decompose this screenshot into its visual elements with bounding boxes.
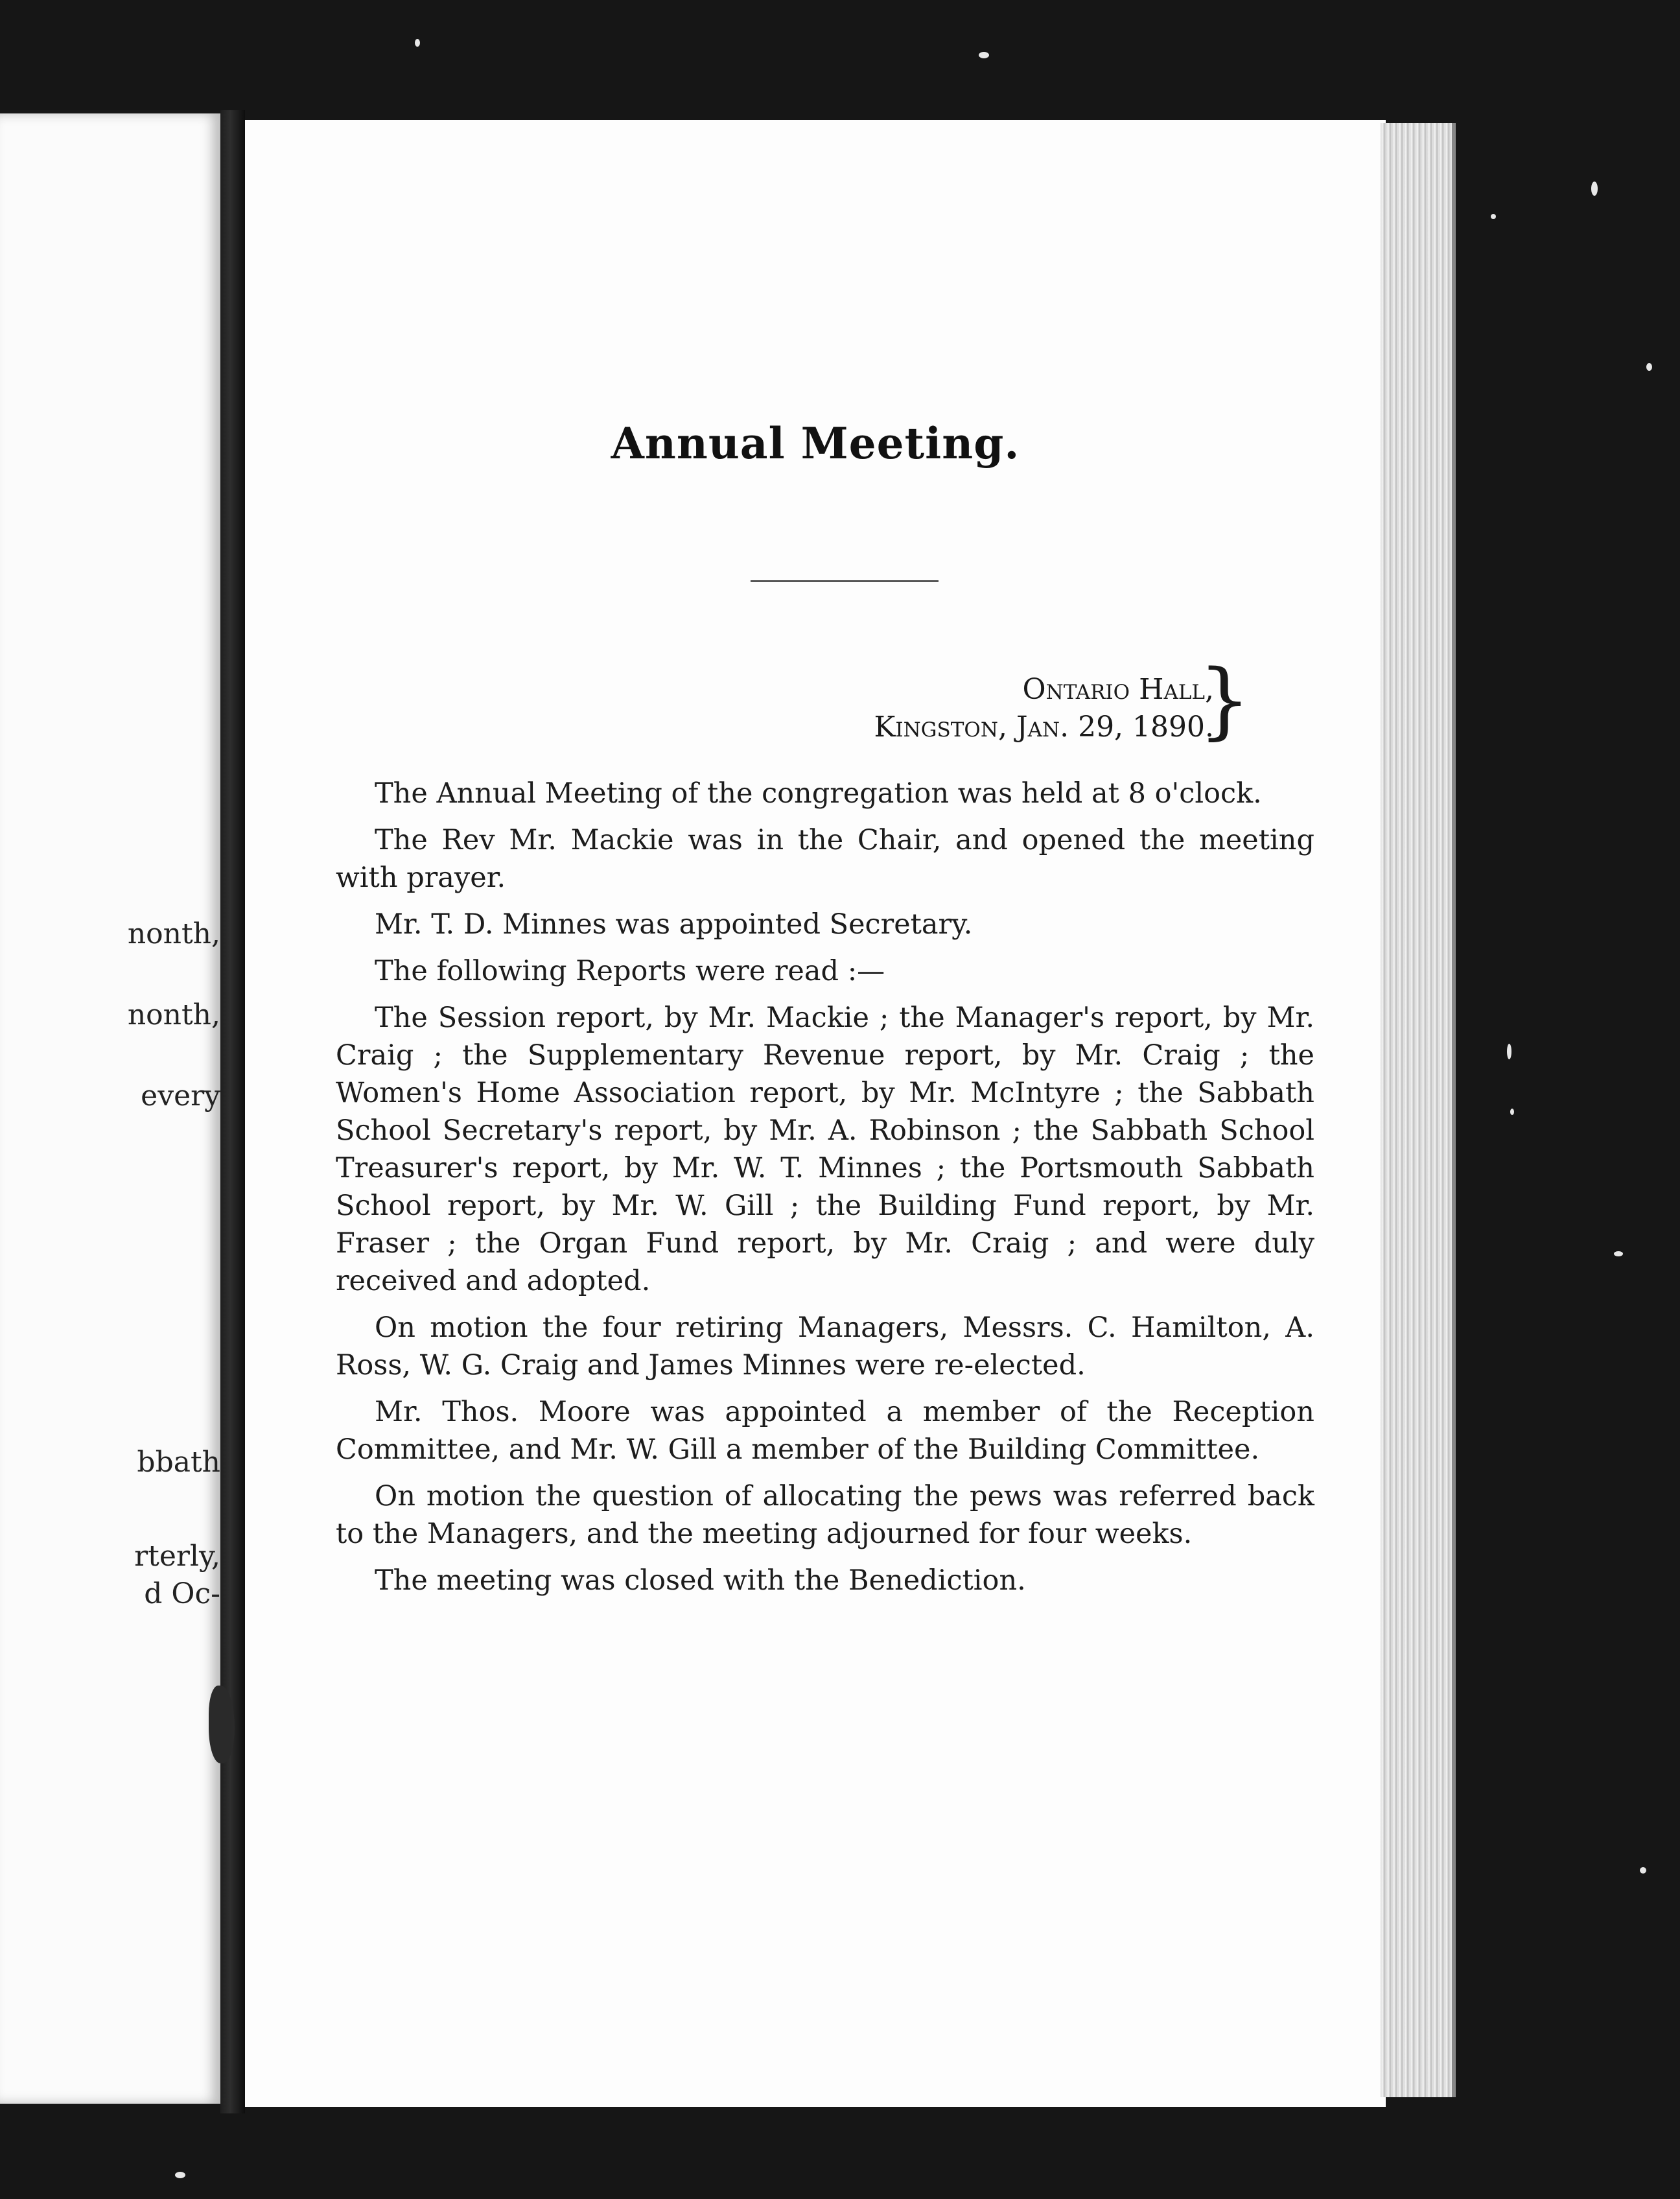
left-page-text-fragment: bbath [137,1446,220,1479]
minutes-paragraph: On motion the question of allocating the pews was referred back to the Managers, and the meeting adjourned for four weeks. [336,1480,1314,1550]
minutes-paragraph: The Annual Meeting of the congregation was held at 8 o'clock. [375,777,1262,810]
minutes-paragraph: The Session report, by Mr. Mackie ; the Manager's report, by Mr. Craig ; the Supplementary Revenue report, by Mr. Craig ; the Women's Home Association report, by Mr. McIntyre ; the Sabbath School Secretary's report, by Mr. A. Robinson ; the Sabbath School Treasurer's report, by Mr. W. T. Minnes ; the Portsmouth Sabbath School report, by Mr. W. Gill ; the Building Fund report, by Mr. Fraser ; the Organ Fund report, by Mr. Craig ; and were duly received and adopted. [336,1002,1314,1297]
dust-speck [1646,363,1652,371]
dust-speck [415,39,420,47]
minutes-paragraph: On motion the four retiring Managers, Messrs. C. Hamilton, A. Ross, W. G. Craig and James Minnes were re-elected. [336,1311,1314,1382]
dust-speck [1507,1044,1511,1059]
page-heading: Annual Meeting. [611,418,1020,469]
dateline-brace: } [1198,652,1251,749]
minutes-paragraph: Mr. T. D. Minnes was appointed Secretary. [375,908,973,941]
right-page [245,120,1386,2107]
dust-speck [1591,182,1598,196]
left-page-text-fragment: rterly, [134,1540,220,1573]
dust-speck [1491,214,1496,219]
minutes-paragraph: Mr. Thos. Moore was appointed a member of the Reception Committee, and Mr. W. Gill a member of the Building Committee. [336,1396,1314,1466]
minutes-paragraph: The Rev Mr. Mackie was in the Chair, and opened the meeting with prayer. [336,824,1314,894]
left-page-text-fragment: nonth, [127,917,220,950]
left-page-text-fragment: every [141,1079,220,1112]
dust-speck [1640,1867,1646,1874]
minutes-paragraph: The following Reports were read :— [375,955,885,987]
heading-rule [751,580,939,582]
dateline-venue: Ontario Hall, [1022,673,1214,706]
dust-speck [1510,1109,1514,1115]
dateline [874,671,1214,746]
dateline-place-date: Kingston, Jan. 29, 1890. [874,711,1214,744]
dust-speck [979,52,989,58]
dust-speck [175,2172,185,2178]
left-page [0,113,220,2104]
book-gutter [220,110,245,2113]
minutes-body [336,775,1314,1608]
minutes-paragraph: The meeting was closed with the Benediction. [375,1564,1026,1597]
page-block-edges [1381,123,1456,2097]
left-page-text-fragment: nonth, [127,998,220,1031]
left-page-text-fragment: d Oc- [144,1577,220,1610]
dust-speck [1614,1251,1623,1256]
